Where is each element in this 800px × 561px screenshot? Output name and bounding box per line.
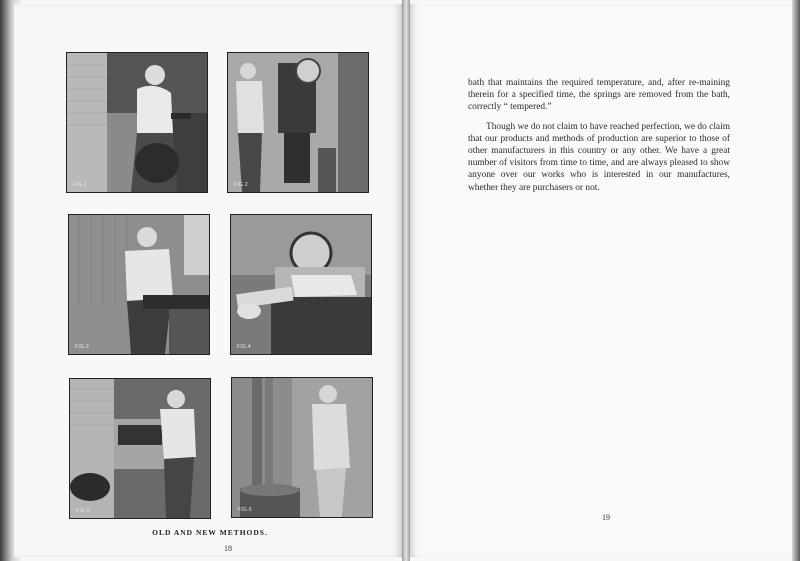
book-gutter <box>402 0 410 561</box>
figure-2-label: FIG.2 <box>234 182 249 188</box>
figure-6-photo <box>231 377 373 518</box>
figure-1-label: FIG.1 <box>73 182 88 188</box>
figure-3-photo <box>68 214 210 355</box>
page-number-right: 19 <box>602 513 610 522</box>
figure-4-label: FIG.4 <box>237 344 252 350</box>
figure-5-label: FIG.5 <box>76 508 91 514</box>
figure-5-photo <box>69 378 211 519</box>
figure-3-label: FIG.3 <box>75 344 90 350</box>
figure-1-photo <box>66 52 208 193</box>
figure-4-photo <box>230 214 372 355</box>
body-text <box>468 77 730 194</box>
page-number-left: 18 <box>224 544 232 553</box>
paragraph-2: Though we do not claim to have reached perfection, we do claim that our products and methods of production are superior to those of other manufacturers in this country or any other. We have a great number of visitors from time to time, and are always pleased to show anyone over our works who is interested in our manufactures, whether they are purchasers or not. <box>468 121 730 193</box>
figure-2-photo <box>227 52 369 193</box>
figure-6-label: FIG.6 <box>238 507 253 513</box>
paragraph-1: bath that maintains the required temperature, and, after re-maining therein for a specified time, the springs are removed from the bath, correctly “ tempered.” <box>468 78 730 113</box>
page-edge <box>792 0 800 561</box>
plate-caption: OLD AND NEW METHODS. <box>152 528 268 537</box>
